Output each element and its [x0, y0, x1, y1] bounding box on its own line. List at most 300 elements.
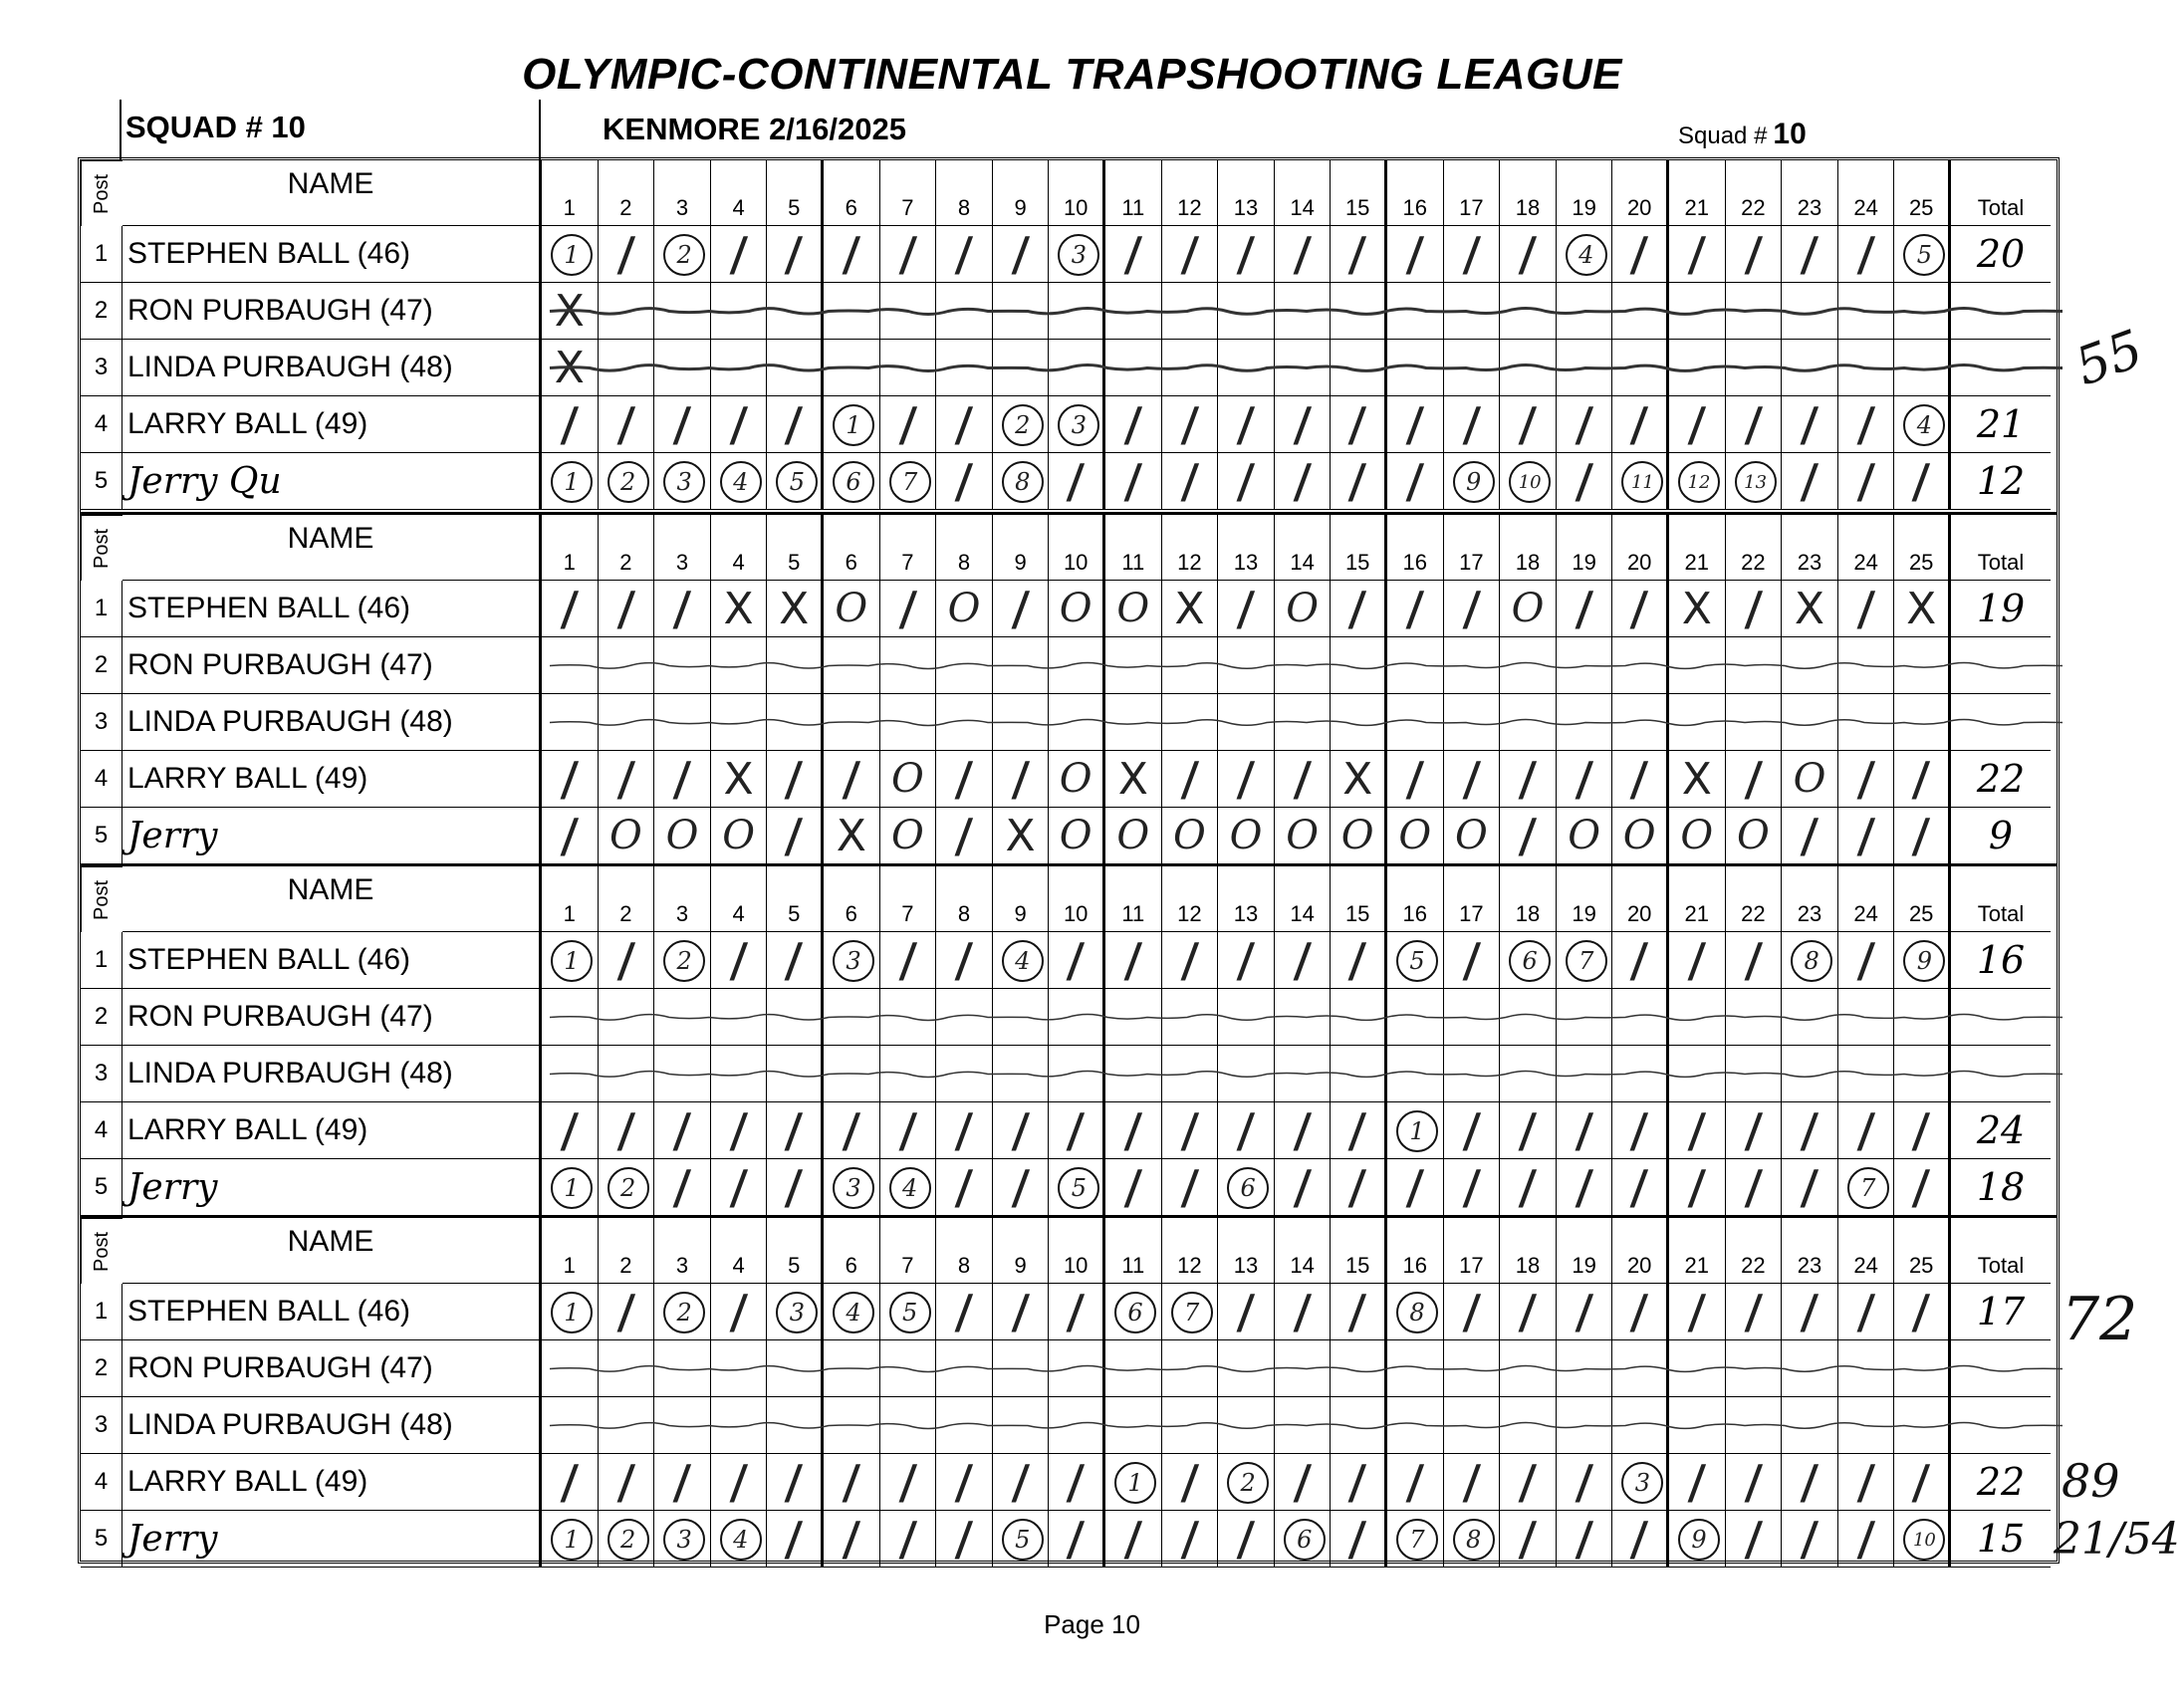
- score-cell: [1726, 453, 1783, 510]
- score-cell: [1669, 1340, 1726, 1397]
- score-cell: [1049, 1454, 1105, 1511]
- score-cell: [1557, 453, 1613, 510]
- target-number-header: 1: [542, 1218, 599, 1284]
- score-cell: [880, 226, 937, 283]
- score-mark: /: [1575, 397, 1593, 451]
- score-mark: /: [784, 397, 804, 451]
- score-mark: /: [898, 1512, 917, 1566]
- score-cell: [936, 1454, 993, 1511]
- score-cell: [1557, 1511, 1613, 1568]
- score-cell: [1669, 1159, 1726, 1216]
- score-mark: 5: [776, 461, 818, 503]
- score-cell: [542, 808, 599, 864]
- target-number-header: 19: [1557, 866, 1613, 932]
- score-cell: [1500, 1159, 1557, 1216]
- target-number-header: 1: [542, 160, 599, 226]
- score-cell: [1782, 1454, 1838, 1511]
- score-mark: /: [1856, 397, 1875, 451]
- score-mark: O: [1568, 813, 1600, 858]
- target-number-header: 10: [1049, 866, 1105, 932]
- score-cell: [1105, 283, 1162, 340]
- score-mark: /: [1629, 1512, 1649, 1566]
- target-number-header: 12: [1162, 160, 1219, 226]
- score-mark: /: [1180, 1103, 1199, 1157]
- score-mark: /: [1800, 227, 1820, 281]
- score-cell: [542, 1159, 599, 1216]
- score-cell: [1162, 1102, 1219, 1159]
- player-total: 18: [1951, 1159, 2051, 1216]
- score-mark: /: [1856, 933, 1875, 987]
- target-number-header: 3: [654, 1218, 711, 1284]
- score-mark: /: [1066, 454, 1086, 508]
- score-mark: /: [729, 933, 748, 987]
- target-number-header: 17: [1444, 866, 1501, 932]
- score-cell: [1726, 283, 1783, 340]
- target-number-header: 9: [993, 515, 1050, 581]
- score-cell: [1218, 989, 1275, 1046]
- score-mark: O: [1286, 586, 1319, 631]
- score-cell: [1387, 1102, 1444, 1159]
- score-mark: /: [954, 1103, 974, 1157]
- score-cell: [1782, 637, 1838, 694]
- score-cell: [880, 751, 937, 808]
- score-mark: 12: [1678, 461, 1720, 503]
- score-mark: /: [1347, 1160, 1367, 1214]
- score-mark: /: [1575, 1455, 1593, 1509]
- player-total: [1951, 694, 2051, 751]
- score-cell: [1838, 1159, 1895, 1216]
- score-mark: /: [1066, 1455, 1086, 1509]
- score-cell: [1105, 1511, 1162, 1568]
- score-cell: [1105, 694, 1162, 751]
- score-cell: [767, 1340, 824, 1397]
- score-cell: [1669, 1454, 1726, 1511]
- score-cell: [1162, 989, 1219, 1046]
- score-cell: [767, 1159, 824, 1216]
- score-cell: [1275, 1046, 1332, 1102]
- score-cell: [1557, 637, 1613, 694]
- score-cell: [1894, 1046, 1951, 1102]
- score-cell: [1782, 283, 1838, 340]
- score-cell: [1218, 1159, 1275, 1216]
- target-number-header: 24: [1838, 1218, 1895, 1284]
- score-cell: [767, 396, 824, 453]
- score-cell: [654, 283, 711, 340]
- score-cell: [767, 694, 824, 751]
- score-cell: [542, 637, 599, 694]
- score-mark: /: [1518, 752, 1538, 806]
- score-cell: [1387, 694, 1444, 751]
- score-mark: /: [954, 1512, 974, 1566]
- score-mark: /: [1687, 1103, 1707, 1157]
- score-mark: 1: [551, 1292, 593, 1333]
- score-cell: [1557, 932, 1613, 989]
- target-number-header: 10: [1049, 160, 1105, 226]
- score-cell: [654, 751, 711, 808]
- score-cell: [1500, 396, 1557, 453]
- score-mark: /: [1911, 752, 1931, 806]
- score-cell: [1782, 1511, 1838, 1568]
- score-cell: [936, 581, 993, 637]
- score-cell: [1612, 1454, 1669, 1511]
- score-mark: /: [1293, 227, 1312, 281]
- score-cell: [1162, 694, 1219, 751]
- score-mark: 3: [1621, 1462, 1663, 1504]
- score-cell: [993, 989, 1050, 1046]
- score-cell: [1726, 932, 1783, 989]
- score-cell: [1444, 1046, 1501, 1102]
- score-cell: [1218, 226, 1275, 283]
- score-cell: [542, 226, 599, 283]
- score-cell: [1331, 694, 1387, 751]
- score-cell: [1275, 1511, 1332, 1568]
- score-cell: [1444, 637, 1501, 694]
- score-cell: [542, 751, 599, 808]
- target-number-header: 12: [1162, 1218, 1219, 1284]
- score-cell: [1275, 989, 1332, 1046]
- score-cell: [711, 751, 768, 808]
- squad-right-label: Squad #: [1678, 122, 1768, 149]
- post-header: Post: [81, 866, 122, 932]
- score-cell: [542, 581, 599, 637]
- score-cell: [993, 396, 1050, 453]
- score-cell: [654, 1454, 711, 1511]
- page-number: Page 10: [1044, 1609, 1140, 1639]
- score-cell: [824, 1159, 880, 1216]
- score-cell: [711, 1046, 768, 1102]
- score-mark: O: [1340, 813, 1374, 858]
- score-cell: [1218, 751, 1275, 808]
- score-cell: [1612, 751, 1669, 808]
- score-cell: [1782, 396, 1838, 453]
- score-cell: [1331, 989, 1387, 1046]
- score-mark: /: [1123, 1512, 1143, 1566]
- score-cell: [1162, 751, 1219, 808]
- score-mark: /: [560, 1455, 580, 1509]
- score-cell: [1838, 1102, 1895, 1159]
- score-mark: O: [890, 756, 924, 802]
- score-mark: /: [1011, 752, 1030, 806]
- score-mark: 8: [1002, 461, 1044, 503]
- target-number-header: 8: [936, 866, 993, 932]
- score-cell: [1726, 1046, 1783, 1102]
- score-mark: /: [1293, 454, 1312, 508]
- target-number-header: 9: [993, 160, 1050, 226]
- score-cell: [1726, 694, 1783, 751]
- score-mark: X: [554, 285, 585, 337]
- score-cell: [1275, 283, 1332, 340]
- score-cell: [1105, 1397, 1162, 1454]
- score-cell: [767, 1284, 824, 1340]
- score-cell: [1557, 808, 1613, 864]
- score-cell: [1500, 751, 1557, 808]
- score-cell: [1105, 226, 1162, 283]
- score-mark: 2: [1227, 1462, 1269, 1504]
- score-mark: /: [784, 809, 804, 862]
- score-mark: /: [1236, 752, 1256, 806]
- score-cell: [1557, 283, 1613, 340]
- score-cell: [1218, 808, 1275, 864]
- score-mark: /: [1066, 933, 1086, 987]
- score-cell: [767, 989, 824, 1046]
- score-mark: /: [1911, 454, 1931, 508]
- target-number-header: 20: [1612, 866, 1669, 932]
- score-mark: /: [1856, 1285, 1875, 1338]
- target-number-header: 11: [1105, 160, 1162, 226]
- player-name: LINDA PURBAUGH (48): [122, 1397, 542, 1454]
- post-number: 3: [81, 1397, 122, 1454]
- score-mark: 6: [1284, 1519, 1326, 1561]
- score-mark: X: [554, 342, 585, 393]
- score-cell: [880, 1159, 937, 1216]
- score-cell: [599, 581, 655, 637]
- squad-right-value: 10: [1773, 118, 1807, 150]
- score-mark: /: [1011, 582, 1030, 635]
- league-title: OLYMPIC-CONTINENTAL TRAPSHOOTING LEAGUE: [522, 50, 1622, 99]
- score-cell: [1838, 1284, 1895, 1340]
- score-cell: [1387, 453, 1444, 510]
- score-mark: /: [898, 397, 917, 451]
- score-mark: 10: [1903, 1519, 1945, 1561]
- score-mark: /: [1629, 1285, 1649, 1338]
- score-cell: [1162, 340, 1219, 396]
- score-cell: [1275, 226, 1332, 283]
- score-cell: [1275, 340, 1332, 396]
- score-mark: /: [1800, 397, 1820, 451]
- score-mark: /: [1911, 1103, 1931, 1157]
- score-cell: [1387, 1046, 1444, 1102]
- score-cell: [880, 1284, 937, 1340]
- score-cell: [1218, 396, 1275, 453]
- score-cell: [1105, 396, 1162, 453]
- target-number-header: 3: [654, 515, 711, 581]
- post-number: 4: [81, 396, 122, 453]
- score-mark: /: [898, 1455, 917, 1509]
- target-number-header: 8: [936, 160, 993, 226]
- score-cell: [1218, 1340, 1275, 1397]
- score-mark: /: [616, 582, 635, 635]
- score-cell: [654, 1159, 711, 1216]
- score-cell: [599, 637, 655, 694]
- score-cell: [936, 808, 993, 864]
- score-cell: [1838, 1046, 1895, 1102]
- score-mark: /: [898, 933, 917, 987]
- target-number-header: 2: [599, 160, 655, 226]
- player-total: 20: [1951, 226, 2051, 283]
- score-cell: [711, 989, 768, 1046]
- post-number: 2: [81, 637, 122, 694]
- score-cell: [1387, 808, 1444, 864]
- score-cell: [880, 932, 937, 989]
- score-mark: /: [1744, 1160, 1763, 1214]
- score-mark: /: [1123, 227, 1143, 281]
- post-header: Post: [81, 515, 122, 581]
- score-mark: O: [890, 813, 924, 858]
- score-mark: 8: [1453, 1519, 1495, 1561]
- score-cell: [1557, 396, 1613, 453]
- target-number-header: 7: [880, 160, 937, 226]
- score-mark: O: [1059, 756, 1092, 802]
- score-mark: /: [1347, 1455, 1367, 1509]
- score-cell: [1838, 226, 1895, 283]
- score-cell: [1500, 1454, 1557, 1511]
- score-cell: [1894, 283, 1951, 340]
- score-mark: 9: [1453, 461, 1495, 503]
- score-mark: /: [842, 1103, 861, 1157]
- score-cell: [1669, 989, 1726, 1046]
- score-cell: [711, 581, 768, 637]
- score-cell: [1612, 283, 1669, 340]
- score-cell: [1838, 1511, 1895, 1568]
- player-name: Jerry: [122, 1511, 542, 1568]
- score-cell: [767, 1454, 824, 1511]
- score-cell: [880, 637, 937, 694]
- target-number-header: 18: [1500, 515, 1557, 581]
- score-cell: [1331, 1159, 1387, 1216]
- score-cell: [1387, 637, 1444, 694]
- score-cell: [711, 453, 768, 510]
- score-cell: [1444, 1340, 1501, 1397]
- score-cell: [936, 989, 993, 1046]
- score-cell: [711, 1102, 768, 1159]
- score-mark: /: [1744, 933, 1763, 987]
- score-block: [81, 863, 2057, 1218]
- score-mark: 6: [833, 461, 874, 503]
- score-cell: [599, 808, 655, 864]
- score-cell: [1782, 1102, 1838, 1159]
- target-number-header: 25: [1894, 866, 1951, 932]
- score-mark: /: [1123, 454, 1143, 508]
- score-mark: /: [1123, 933, 1143, 987]
- target-number-header: 4: [711, 866, 768, 932]
- score-cell: [1557, 581, 1613, 637]
- score-cell: [599, 1397, 655, 1454]
- score-cell: [1669, 1284, 1726, 1340]
- score-cell: [599, 1454, 655, 1511]
- score-cell: [654, 1340, 711, 1397]
- score-mark: X: [1342, 753, 1373, 805]
- score-cell: [1105, 1046, 1162, 1102]
- player-total: 21: [1951, 396, 2051, 453]
- score-cell: [654, 1046, 711, 1102]
- score-cell: [1162, 1454, 1219, 1511]
- score-cell: [1049, 1340, 1105, 1397]
- score-cell: [1782, 340, 1838, 396]
- score-mark: 5: [889, 1292, 931, 1333]
- score-cell: [993, 751, 1050, 808]
- score-cell: [1049, 1397, 1105, 1454]
- score-cell: [880, 340, 937, 396]
- score-cell: [1557, 989, 1613, 1046]
- score-mark: O: [722, 813, 755, 858]
- target-number-header: 8: [936, 1218, 993, 1284]
- score-mark: /: [1856, 1103, 1875, 1157]
- score-mark: O: [608, 813, 642, 858]
- score-mark: 1: [1396, 1110, 1438, 1152]
- score-cell: [1275, 1454, 1332, 1511]
- score-cell: [993, 1340, 1050, 1397]
- score-cell: [1444, 751, 1501, 808]
- score-cell: [1894, 932, 1951, 989]
- score-cell: [1105, 1454, 1162, 1511]
- score-mark: X: [1681, 753, 1712, 805]
- score-mark: /: [1800, 1160, 1820, 1214]
- score-mark: 1: [1114, 1462, 1156, 1504]
- score-mark: /: [1575, 582, 1593, 635]
- target-number-header: 16: [1387, 515, 1444, 581]
- score-cell: [1894, 1340, 1951, 1397]
- score-mark: O: [1059, 586, 1092, 631]
- score-cell: [654, 453, 711, 510]
- score-cell: [1894, 637, 1951, 694]
- target-number-header: 16: [1387, 160, 1444, 226]
- score-mark: /: [1293, 1285, 1312, 1338]
- score-cell: [993, 453, 1050, 510]
- score-cell: [1894, 808, 1951, 864]
- score-mark: 13: [1735, 461, 1777, 503]
- target-number-header: 25: [1894, 515, 1951, 581]
- score-cell: [1218, 1046, 1275, 1102]
- score-cell: [993, 1046, 1050, 1102]
- score-mark: /: [1856, 227, 1875, 281]
- score-cell: [1782, 1046, 1838, 1102]
- score-cell: [993, 1511, 1050, 1568]
- score-cell: [767, 226, 824, 283]
- score-mark: O: [1736, 813, 1770, 858]
- score-cell: [767, 283, 824, 340]
- score-cell: [1331, 1102, 1387, 1159]
- score-mark: 7: [889, 461, 931, 503]
- score-mark: 4: [720, 461, 762, 503]
- score-cell: [1275, 581, 1332, 637]
- score-cell: [936, 1102, 993, 1159]
- score-mark: /: [1236, 1512, 1256, 1566]
- score-mark: /: [1462, 1103, 1481, 1157]
- target-number-header: 15: [1331, 1218, 1387, 1284]
- score-mark: 5: [1058, 1167, 1099, 1209]
- target-number-header: 19: [1557, 515, 1613, 581]
- post-number: 2: [81, 1340, 122, 1397]
- target-number-header: 2: [599, 1218, 655, 1284]
- score-cell: [936, 751, 993, 808]
- score-mark: /: [1236, 227, 1256, 281]
- score-mark: /: [560, 582, 580, 635]
- target-number-header: 14: [1275, 866, 1332, 932]
- score-cell: [599, 1102, 655, 1159]
- player-total: 15: [1951, 1511, 2051, 1568]
- post-header: Post: [81, 160, 122, 226]
- score-mark: /: [1518, 1512, 1538, 1566]
- score-cell: [542, 1454, 599, 1511]
- score-cell: [1726, 637, 1783, 694]
- player-name: Jerry: [122, 1159, 542, 1216]
- score-cell: [1838, 1397, 1895, 1454]
- score-mark: X: [723, 753, 754, 805]
- score-sheet-grid: [78, 157, 2060, 1564]
- score-cell: [1726, 581, 1783, 637]
- target-number-header: 5: [767, 866, 824, 932]
- score-cell: [654, 808, 711, 864]
- target-number-header: 18: [1500, 866, 1557, 932]
- score-cell: [599, 283, 655, 340]
- post-number: 5: [81, 1159, 122, 1216]
- score-mark: X: [1906, 583, 1937, 634]
- score-cell: [1612, 581, 1669, 637]
- score-cell: [1612, 989, 1669, 1046]
- target-number-header: 14: [1275, 160, 1332, 226]
- score-cell: [711, 694, 768, 751]
- score-cell: [711, 1284, 768, 1340]
